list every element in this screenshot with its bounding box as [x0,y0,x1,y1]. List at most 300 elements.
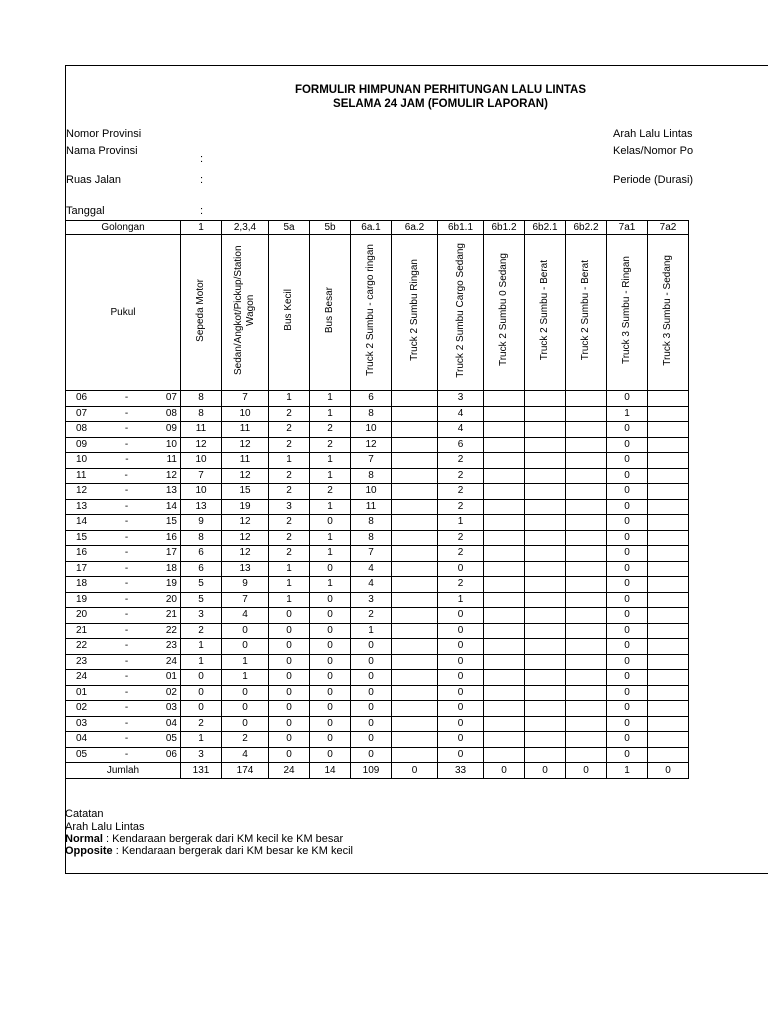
count-cell: 3 [269,499,310,515]
table-row [66,453,689,469]
count-cell [525,639,566,655]
count-cell [648,499,689,515]
vehicle-type-name: Truck 2 Sumbu - Berat [580,259,591,361]
hour-to: 02 [165,686,177,698]
hour-range [66,422,180,436]
count-cell: 7 [351,546,392,562]
count-cell: 0 [222,623,269,639]
jumlah-label: Jumlah [66,763,181,779]
count-cell: 4 [222,747,269,763]
count-cell [525,515,566,531]
count-cell [484,701,525,717]
hour-to: 08 [165,407,177,419]
colon-nama-provinsi: : [200,153,204,165]
table-row [66,561,689,577]
count-cell [648,732,689,748]
golongan-code: 6b1.1 [438,221,484,235]
count-cell: 0 [607,546,648,562]
count-cell: 2 [438,577,484,593]
count-cell: 10 [181,453,222,469]
hour-range-cell [66,546,181,562]
count-cell [484,468,525,484]
hour-dash: - [124,562,129,574]
hour-range [66,484,180,498]
hour-dash: - [124,469,128,481]
count-cell: 0 [438,561,484,577]
hour-to: 13 [165,485,177,497]
hour-range [66,686,180,700]
count-cell [525,670,566,686]
count-cell [566,437,607,453]
count-cell [566,701,607,717]
count-cell: 1 [181,654,222,670]
hour-to: 09 [165,423,177,435]
count-cell: 0 [181,670,222,686]
count-cell [525,732,566,748]
normal-label: Normal [65,833,103,845]
hour-range-cell [66,701,181,717]
count-cell [525,546,566,562]
hour-dash: - [124,702,129,714]
count-cell: 0 [438,701,484,717]
vehicle-type-name: Truck 2 Sumbu Cargo Sedang [454,242,466,378]
total-cell: 0 [566,763,607,779]
count-cell [392,546,438,562]
hour-to: 05 [165,733,177,745]
count-cell [392,530,438,546]
count-cell: 0 [607,701,648,717]
count-cell [525,437,566,453]
count-cell: 0 [607,453,648,469]
hour-from: 12 [76,485,88,497]
hour-dash: - [124,717,129,729]
hour-range [66,732,180,746]
count-cell [525,685,566,701]
count-cell [525,701,566,717]
count-cell [648,577,689,593]
count-cell: 0 [438,685,484,701]
hour-from: 08 [76,423,88,435]
count-cell [566,732,607,748]
hour-range-cell [66,530,181,546]
golongan-code: 7a1 [607,221,648,235]
hour-dash: - [124,423,129,435]
count-cell [525,422,566,438]
count-cell: 0 [269,623,310,639]
count-cell: 2 [438,453,484,469]
count-cell: 8 [351,468,392,484]
count-cell [392,406,438,422]
count-cell [648,515,689,531]
count-cell: 2 [222,732,269,748]
hour-to: 17 [165,547,177,559]
golongan-code: 1 [181,221,222,235]
count-cell [566,654,607,670]
hour-to: 24 [165,655,177,667]
count-cell [566,561,607,577]
count-cell [392,499,438,515]
hour-from: 17 [76,562,88,574]
hour-from: 21 [76,624,88,636]
hour-range-cell [66,685,181,701]
hour-range [66,639,180,653]
count-cell: 2 [269,530,310,546]
count-cell: 11 [181,422,222,438]
opposite-label: Opposite [65,845,113,857]
vehicle-type-cell [648,235,689,391]
vehicle-type-name: Truck 2 Sumbu - cargo ringan [365,244,376,376]
count-cell: 13 [222,561,269,577]
count-cell [648,484,689,500]
hour-from: 04 [76,733,88,745]
total-cell: 174 [222,763,269,779]
hour-dash: - [124,516,129,528]
count-cell: 0 [607,499,648,515]
count-cell: 0 [269,716,310,732]
hour-range-cell [66,639,181,655]
count-cell [392,422,438,438]
hour-from: 14 [76,516,88,528]
count-cell: 2 [438,499,484,515]
count-cell: 4 [351,577,392,593]
hour-range [66,701,180,715]
count-cell: 0 [181,685,222,701]
pukul-label: Pukul [66,235,181,391]
count-cell [648,530,689,546]
count-cell: 0 [438,747,484,763]
count-cell: 1 [438,592,484,608]
total-cell: 0 [525,763,566,779]
hour-range-cell [66,577,181,593]
count-cell [566,639,607,655]
count-cell: 0 [607,468,648,484]
table-row [66,701,689,717]
count-cell [484,453,525,469]
count-cell: 0 [607,530,648,546]
count-cell [648,623,689,639]
count-cell [566,747,607,763]
hour-range-cell [66,391,181,407]
opposite-text: : Kendaraan bergerak dari KM besar ke KM kecil [112,845,353,857]
golongan-code: 7a2 [648,221,689,235]
hour-dash: - [124,748,129,760]
count-cell: 2 [269,406,310,422]
count-cell: 9 [222,577,269,593]
total-cell: 131 [181,763,222,779]
table-row [66,747,689,763]
count-cell [525,716,566,732]
hour-to: 01 [165,671,177,683]
vehicle-type-name: Truck 2 Sumbu Ringan [408,259,420,361]
count-cell: 9 [181,515,222,531]
count-cell: 5 [181,577,222,593]
vehicle-type-name: Truck 2 Sumbu - Berat [539,259,550,361]
hour-range-cell [66,747,181,763]
count-cell: 1 [310,499,351,515]
hour-to: 21 [165,609,177,621]
count-cell [525,391,566,407]
count-cell: 0 [607,732,648,748]
count-cell [648,716,689,732]
count-cell [525,530,566,546]
count-cell: 10 [351,422,392,438]
count-cell [648,685,689,701]
total-cell: 14 [310,763,351,779]
label-nomor-provinsi: Nomor Provinsi [66,128,142,140]
count-cell: 1 [310,453,351,469]
count-cell [392,732,438,748]
count-cell [648,437,689,453]
count-cell [392,453,438,469]
count-cell: 1 [310,577,351,593]
count-cell [648,406,689,422]
vehicle-type-cell [310,235,351,391]
count-cell: 0 [269,685,310,701]
count-cell: 12 [222,530,269,546]
count-cell [484,654,525,670]
count-cell: 2 [269,422,310,438]
count-cell [648,701,689,717]
hour-from: 03 [76,717,88,729]
label-tanggal: Tanggal [66,205,105,217]
count-cell: 1 [310,530,351,546]
count-cell: 1 [310,391,351,407]
vehicle-type-name: Sepeda Motor [195,278,206,342]
hour-from: 07 [76,407,88,419]
count-cell: 4 [438,406,484,422]
hour-dash: - [124,547,129,559]
vehicle-type-cell [181,235,222,391]
count-cell: 12 [181,437,222,453]
count-cell: 11 [222,453,269,469]
hour-to: 20 [165,593,177,605]
count-cell [525,592,566,608]
hour-from: 10 [76,454,88,466]
count-cell: 0 [310,701,351,717]
hour-to: 07 [165,392,177,404]
count-cell [648,468,689,484]
count-cell [525,453,566,469]
hour-range [66,593,180,607]
hour-from: 01 [76,686,88,698]
table-row [66,732,689,748]
label-kelas-nomor: Kelas/Nomor Po [613,145,694,157]
count-cell: 12 [222,437,269,453]
label-arah-lalu-lintas: Arah Lalu Lintas [613,128,693,140]
hour-from: 13 [76,500,88,512]
hour-dash: - [124,407,129,419]
hour-dash: - [124,500,129,512]
hour-range [66,624,180,638]
count-cell: 0 [438,732,484,748]
count-cell: 15 [222,484,269,500]
hour-to: 15 [165,516,177,528]
count-cell [566,685,607,701]
count-cell: 8 [181,530,222,546]
vehicle-type-name: Bus Kecil [283,289,294,331]
table-row [66,515,689,531]
count-cell [484,437,525,453]
hour-from: 11 [76,469,87,481]
count-cell: 12 [222,546,269,562]
count-cell: 1 [269,453,310,469]
table-row [66,670,689,686]
hour-to: 19 [165,578,177,590]
count-cell: 1 [222,654,269,670]
vehicle-type-cell [607,235,648,391]
hour-dash: - [124,485,129,497]
count-cell: 0 [351,670,392,686]
hour-dash: - [124,609,129,621]
hour-dash: - [124,624,129,636]
count-cell [648,608,689,624]
count-cell [566,530,607,546]
count-cell: 5 [181,592,222,608]
count-cell: 2 [438,468,484,484]
count-cell [484,530,525,546]
count-cell [566,577,607,593]
count-cell [392,654,438,670]
count-cell [648,670,689,686]
hour-range-cell [66,608,181,624]
count-cell: 1 [438,515,484,531]
hour-range-cell [66,515,181,531]
hour-range [66,546,180,560]
table-row [66,685,689,701]
table-row [66,623,689,639]
totals-row [66,763,689,779]
table-row [66,422,689,438]
count-cell: 0 [607,716,648,732]
hour-dash: - [124,671,129,683]
count-cell [566,453,607,469]
count-cell [392,623,438,639]
count-cell [484,515,525,531]
count-cell: 0 [310,561,351,577]
count-cell [525,608,566,624]
count-cell [484,546,525,562]
vehicle-type-name: Sedan/Angkot/Pickup/Station Wagon [233,245,256,375]
hour-range-cell [66,561,181,577]
hour-range [66,670,180,684]
count-cell: 2 [438,530,484,546]
hour-from: 16 [76,547,88,559]
count-cell: 0 [269,608,310,624]
vehicle-type-name: Bus Besar [324,286,335,334]
hour-from: 23 [76,655,88,667]
count-cell: 0 [351,654,392,670]
count-cell: 0 [310,670,351,686]
count-cell: 0 [310,639,351,655]
traffic-count-table [65,220,689,779]
count-cell: 0 [438,670,484,686]
hour-range-cell [66,468,181,484]
count-cell [484,685,525,701]
count-cell [525,406,566,422]
count-cell: 7 [222,592,269,608]
count-cell [392,561,438,577]
count-cell: 12 [351,437,392,453]
hour-range [66,515,180,529]
table-row [66,592,689,608]
table-row [66,406,689,422]
hour-range-cell [66,406,181,422]
count-cell: 19 [222,499,269,515]
vehicle-type-cell [269,235,310,391]
count-cell: 6 [438,437,484,453]
count-cell [484,670,525,686]
notes-opposite [65,845,353,857]
count-cell: 2 [269,484,310,500]
count-cell [648,639,689,655]
count-cell [566,422,607,438]
vehicle-type-row [66,235,689,391]
golongan-code: 6a.1 [351,221,392,235]
count-cell [392,608,438,624]
colon-ruas-jalan: : [200,174,204,186]
count-cell: 3 [181,747,222,763]
count-cell: 13 [181,499,222,515]
count-cell [484,406,525,422]
table-row [66,437,689,453]
count-cell [392,701,438,717]
hour-to: 12 [165,469,177,481]
count-cell: 0 [607,639,648,655]
table-row [66,499,689,515]
count-cell [566,608,607,624]
count-cell: 0 [438,608,484,624]
count-cell [525,747,566,763]
count-cell: 0 [310,732,351,748]
count-cell: 0 [269,747,310,763]
hour-dash: - [124,438,129,450]
count-cell: 2 [310,437,351,453]
count-cell [392,484,438,500]
table-row [66,716,689,732]
golongan-row [66,221,689,235]
count-cell: 1 [351,623,392,639]
count-cell [648,422,689,438]
count-cell [525,468,566,484]
hour-from: 22 [76,640,88,652]
count-cell [566,391,607,407]
count-cell: 0 [607,561,648,577]
count-cell: 0 [607,623,648,639]
count-cell: 2 [438,484,484,500]
count-cell: 0 [438,654,484,670]
count-cell: 6 [351,391,392,407]
golongan-code: 5b [310,221,351,235]
vehicle-type-name: Truck 3 Sumbu - Sedang [662,254,673,366]
count-cell [525,561,566,577]
notes-catatan: Catatan [65,808,104,820]
count-cell: 0 [351,732,392,748]
hour-dash: - [124,578,129,590]
count-cell: 6 [181,561,222,577]
table-row [66,391,689,407]
count-cell: 0 [269,670,310,686]
count-cell [525,499,566,515]
hour-dash: - [124,655,129,667]
hour-to: 10 [165,438,177,450]
hour-range [66,391,180,405]
count-cell: 0 [607,592,648,608]
hour-range [66,717,180,731]
hour-range [66,531,180,545]
count-cell: 2 [438,546,484,562]
table-row [66,468,689,484]
count-cell [392,391,438,407]
